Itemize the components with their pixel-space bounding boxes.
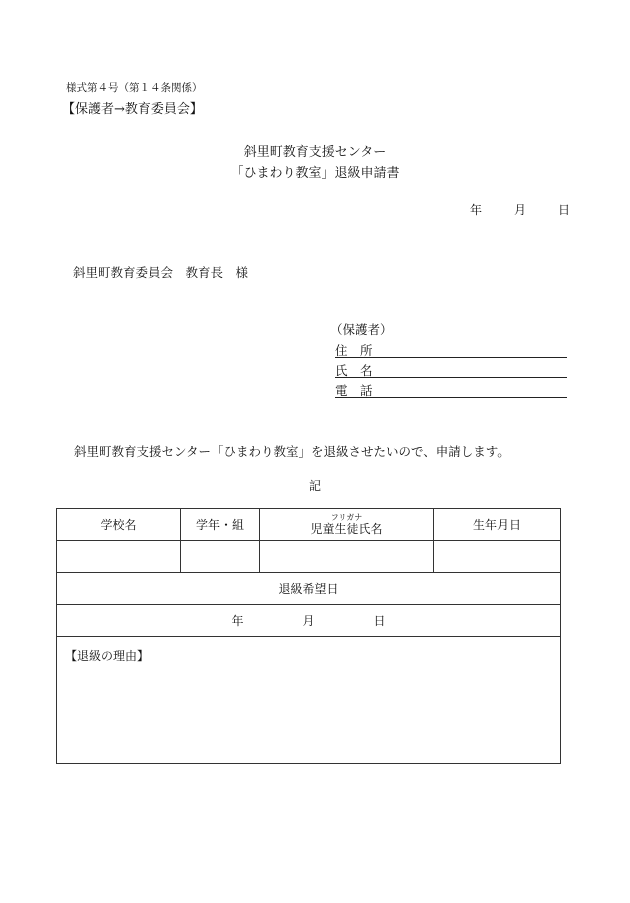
reason-cell[interactable] (57, 637, 561, 764)
student-name-header (260, 509, 434, 541)
desired-date-cell[interactable] (57, 605, 561, 637)
student-name-label: 児童生徒氏名 (310, 522, 383, 536)
school-name-header: 学校名 (57, 509, 181, 541)
desired-date-header: 退級希望日 (57, 573, 561, 605)
document-title: 「ひまわり教室」退級申請書 (230, 166, 400, 181)
furigana-label: フリガナ (330, 513, 363, 522)
addressee: 斜里町教育委員会 教育長 様 (73, 265, 249, 280)
application-date[interactable] (470, 201, 570, 218)
birth-date-header: 生年月日 (434, 509, 561, 541)
desired-day-label: 日 (373, 614, 386, 628)
guardian-name-field[interactable] (335, 361, 567, 378)
grade-class-cell[interactable] (181, 541, 260, 573)
form-number: 様式第４号（第１４条関係） (66, 82, 203, 94)
desired-date-row (57, 605, 561, 637)
guardian-address-label: 住 所 (335, 343, 373, 358)
grade-class-header: 学年・組 (181, 509, 260, 541)
guardian-address-field[interactable] (335, 341, 567, 358)
birth-date-cell[interactable] (434, 541, 561, 573)
desired-year-label: 年 (231, 614, 244, 628)
desired-date-header-row (57, 573, 561, 605)
table-header-row (57, 509, 561, 541)
table-input-row (57, 541, 561, 573)
guardian-name-label: 氏 名 (335, 363, 373, 378)
application-table (56, 508, 561, 764)
organization-name: 斜里町教育支援センター (243, 145, 387, 160)
routing-label: 【保護者→教育委員会】 (62, 102, 203, 117)
date-month-label: 月 (513, 203, 526, 217)
student-name-cell[interactable] (260, 541, 434, 573)
guardian-phone-label: 電 話 (335, 383, 373, 398)
ki-heading: 記 (308, 479, 321, 493)
request-statement: 斜里町教育支援センター「ひまわり教室」を退級させたいので、申請します。 (74, 444, 510, 459)
reason-label: 【退級の理由】 (65, 649, 150, 663)
desired-month-label: 月 (302, 614, 315, 628)
guardian-phone-field[interactable] (335, 381, 567, 398)
date-day-label: 日 (557, 203, 570, 217)
reason-row (57, 637, 561, 764)
guardian-heading: （保護者） (330, 322, 393, 337)
date-year-label: 年 (470, 203, 483, 217)
school-name-cell[interactable] (57, 541, 181, 573)
